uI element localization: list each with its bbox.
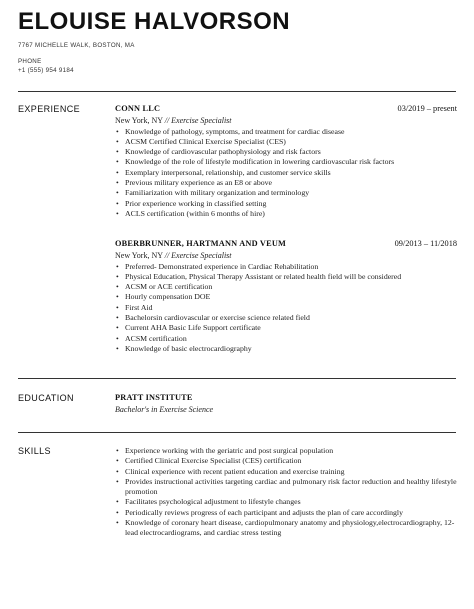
list-item: • First Aid bbox=[115, 303, 457, 313]
list-item: • Knowledge of coronary heart disease, cardiopulmonary anatomy and physiology,electrocardiography, 12-lead electrocardiograms, and cardiac stress testing bbox=[115, 518, 457, 539]
list-item: • Clinical experience with recent patient education and exercise training bbox=[115, 467, 457, 477]
job-entry bbox=[115, 104, 457, 219]
location-separator: // bbox=[164, 116, 170, 125]
list-item: • Prior experience working in classified setting bbox=[115, 199, 457, 209]
section-divider bbox=[18, 432, 456, 433]
job-dates: 09/2013 – 11/2018 bbox=[394, 239, 457, 248]
school-name: PRATT INSTITUTE bbox=[115, 393, 193, 402]
skills-list bbox=[115, 446, 457, 539]
candidate-name: ELOUISE HALVORSON bbox=[18, 8, 291, 35]
list-item: • Knowledge of basic electrocardiography bbox=[115, 344, 457, 354]
list-item: • Familiarization with military organization and terminology bbox=[115, 188, 457, 198]
job-location: New York, NY bbox=[115, 116, 163, 125]
list-item: • ACSM Certified Clinical Exercise Specialist (CES) bbox=[115, 137, 457, 147]
list-item: • Certified Clinical Exercise Specialist (CES) certification bbox=[115, 456, 457, 466]
list-item: • Preferred- Demonstrated experience in Cardiac Rehabilitation bbox=[115, 262, 457, 272]
list-item: • Provides instructional activities targeting cardiac and pulmonary risk factor reduction and healthy lifestyle promotion bbox=[115, 477, 457, 498]
resume-header bbox=[18, 8, 458, 49]
phone-label: PHONE bbox=[18, 58, 42, 65]
list-item: • Periodically reviews progress of each participant and adjusts the plan of care accordingly bbox=[115, 508, 457, 518]
section-divider bbox=[18, 91, 456, 92]
company-name: CONN LLC bbox=[115, 104, 161, 113]
list-item: • Previous military experience as an E8 or above bbox=[115, 178, 457, 188]
list-item: • Exemplary interpersonal, relationship, and customer service skills bbox=[115, 168, 457, 178]
education-entry bbox=[115, 393, 457, 414]
list-item: • Experience working with the geriatric and post surgical population bbox=[115, 446, 457, 456]
experience-section-title: EXPERIENCE bbox=[18, 104, 81, 114]
job-title: Exercise Specialist bbox=[171, 116, 232, 125]
skills-section-title: SKILLS bbox=[18, 446, 51, 456]
candidate-address: 7767 MICHELLE WALK, BOSTON, MA bbox=[18, 42, 135, 49]
list-item: • Knowledge of pathology, symptoms, and treatment for cardiac disease bbox=[115, 127, 457, 137]
list-item: • Current AHA Basic Life Support certificate bbox=[115, 323, 457, 333]
job-location: New York, NY bbox=[115, 251, 163, 260]
education-section-title: EDUCATION bbox=[18, 393, 74, 403]
location-separator: // bbox=[164, 251, 170, 260]
job-location-role bbox=[115, 116, 457, 127]
list-item: • ACLS certification (within 6 months of hire) bbox=[115, 209, 457, 219]
list-item: • ACSM or ACE certification bbox=[115, 282, 457, 292]
degree: Bachelor's in Exercise Science bbox=[115, 405, 214, 414]
job-bullets bbox=[115, 262, 457, 355]
list-item: • Hourly compensation DOE bbox=[115, 292, 457, 302]
skills-bullets bbox=[115, 446, 457, 539]
job-location-role bbox=[115, 251, 457, 262]
job-dates: 03/2019 – present bbox=[397, 104, 457, 113]
job-entry bbox=[115, 239, 457, 354]
section-divider bbox=[18, 378, 456, 379]
list-item: • Physical Education, Physical Therapy Assistant or related health field will be considered bbox=[115, 272, 457, 282]
list-item: • Knowledge of the role of lifestyle modification in lowering cardiovascular risk factors bbox=[115, 157, 457, 167]
list-item: • Facilitates psychological adjustment to lifestyle changes bbox=[115, 497, 457, 507]
company-name: OBERBRUNNER, HARTMANN AND VEUM bbox=[115, 239, 287, 248]
list-item: • Bachelorsin cardiovascular or exercise science related field bbox=[115, 313, 457, 323]
list-item: • ACSM certification bbox=[115, 334, 457, 344]
list-item: • Knowledge of cardiovascular pathophysiology and risk factors bbox=[115, 147, 457, 157]
phone-number: +1 (555) 954 9184 bbox=[18, 67, 74, 74]
job-title: Exercise Specialist bbox=[171, 251, 232, 260]
job-bullets bbox=[115, 127, 457, 220]
